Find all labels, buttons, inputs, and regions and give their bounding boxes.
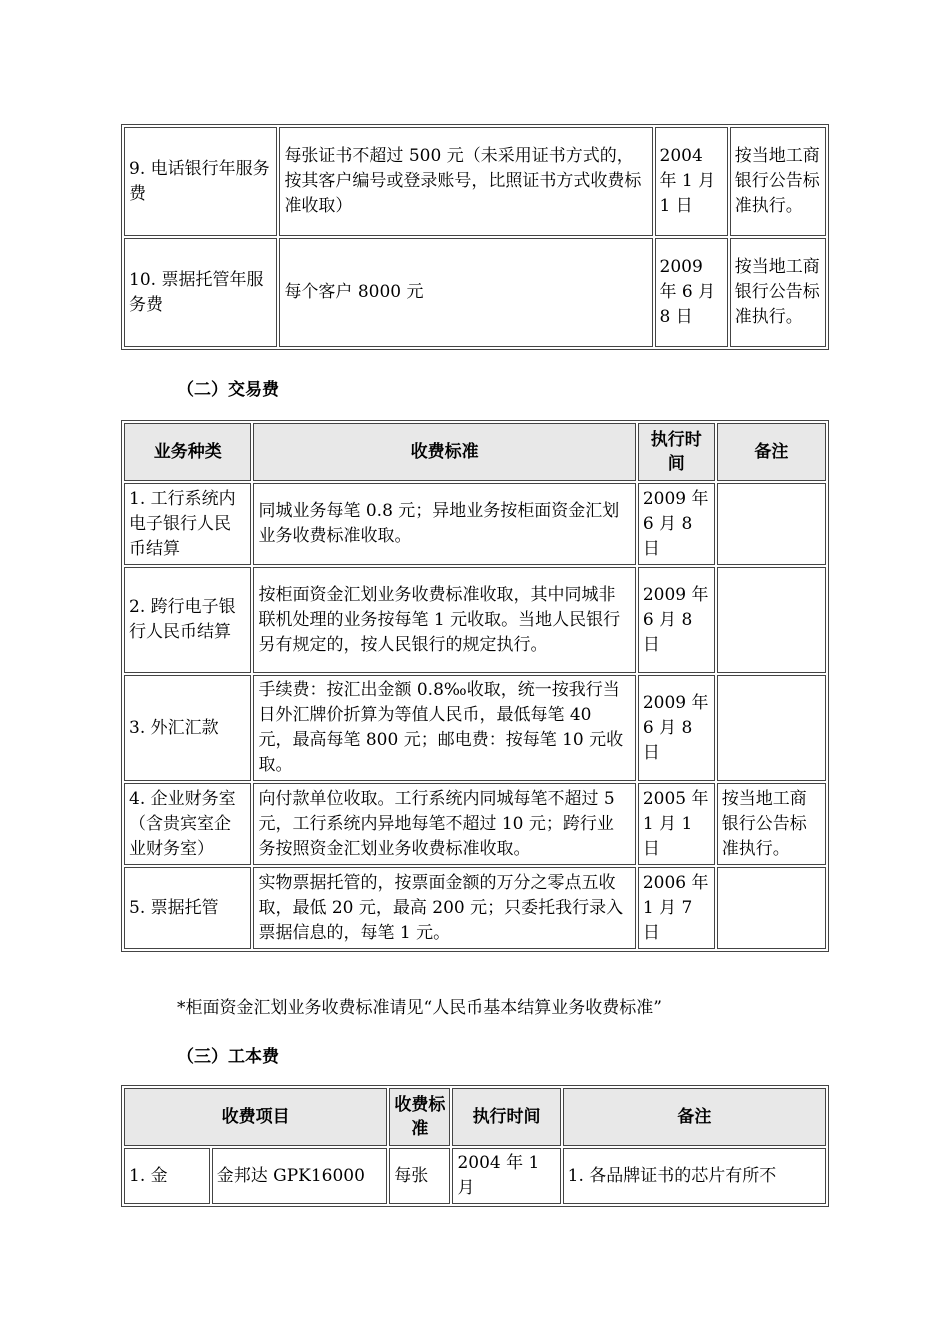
- standard-cell: 实物票据托管的，按票面金额的万分之零点五收取，最低 20 元，最高 200 元；只委托我行录入票据信息的，每笔 1 元。: [253, 867, 635, 949]
- remark-cell: [717, 675, 826, 781]
- item-cell: 5. 票据托管: [124, 867, 251, 949]
- column-header: 收费标准: [253, 423, 635, 481]
- table-row: [124, 483, 826, 565]
- standard-cell: 每张证书不超过 500 元（未采用证书方式的，按其客户编号或登录账号，比照证书方式收费标准收取）: [279, 127, 652, 236]
- item-cell: 4. 企业财务室（含贵宾室企业财务室）: [124, 783, 251, 865]
- date-cell: 2004 年 1 月 1 日: [655, 127, 728, 236]
- date-cell: 2009 年 6 月 8 日: [638, 675, 715, 781]
- standard-cell: 每个客户 8000 元: [279, 238, 652, 347]
- cost-fee-table: [121, 1085, 829, 1207]
- remark-cell: [717, 867, 826, 949]
- item-cell: 9. 电话银行年服务费: [124, 127, 277, 236]
- item-cell: 10. 票据托管年服务费: [124, 238, 277, 347]
- date-cell: 2005 年 1 月 1 日: [638, 783, 715, 865]
- standard-cell: 手续费：按汇出金额 0.8‰收取，统一按我行当日外汇牌价折算为等值人民币，最低每笔 40 元，最高每笔 800 元；邮电费：按每笔 10 元收取。: [253, 675, 635, 781]
- table-row: [124, 783, 826, 865]
- column-header: 执行时间: [638, 423, 715, 481]
- table-header-row: [124, 423, 826, 481]
- table-header-row: [124, 1088, 826, 1146]
- section-heading-transaction-fee: （二）交易费: [177, 380, 279, 400]
- item-cell: 1. 工行系统内电子银行人民币结算: [124, 483, 251, 565]
- table-row: [124, 1148, 826, 1204]
- date-cell: 2009 年 6 月 8 日: [638, 483, 715, 565]
- table-row: [124, 675, 826, 781]
- column-header: 备注: [717, 423, 826, 481]
- date-cell: 2004 年 1 月: [452, 1148, 560, 1204]
- remark-cell: 按当地工商银行公告标准执行。: [717, 783, 826, 865]
- standard-cell: 每张: [389, 1148, 450, 1204]
- footnote: *柜面资金汇划业务收费标准请见“人民币基本结算业务收费标准”: [177, 998, 662, 1018]
- column-header: 收费标准: [389, 1088, 450, 1146]
- remark-cell: [717, 567, 826, 673]
- column-header: 业务种类: [124, 423, 251, 481]
- table-row: [124, 567, 826, 673]
- date-cell: 2006 年 1 月 7 日: [638, 867, 715, 949]
- item-cell: 2. 跨行电子银行人民币结算: [124, 567, 251, 673]
- standard-cell: 向付款单位收取。工行系统内同城每笔不超过 5 元，工行系统内异地每笔不超过 10 元；跨行业务按照资金汇划业务收费标准收取。: [253, 783, 635, 865]
- date-cell: 2009 年 6 月 8 日: [638, 567, 715, 673]
- column-header: 备注: [563, 1088, 826, 1146]
- remark-cell: [717, 483, 826, 565]
- item-cell: 1. 金: [124, 1148, 210, 1204]
- table-row: [124, 238, 826, 347]
- remark-cell: 1. 各品牌证书的芯片有所不: [563, 1148, 826, 1204]
- standard-cell: 同城业务每笔 0.8 元；异地业务按柜面资金汇划业务收费标准收取。: [253, 483, 635, 565]
- remark-cell: 按当地工商银行公告标准执行。: [730, 127, 826, 236]
- column-header: 收费项目: [124, 1088, 387, 1146]
- table-row: [124, 127, 826, 236]
- transaction-fee-table: [121, 420, 829, 952]
- column-header: 执行时间: [452, 1088, 560, 1146]
- service-fee-table: [121, 124, 829, 350]
- remark-cell: 按当地工商银行公告标准执行。: [730, 238, 826, 347]
- date-cell: 2009 年 6 月 8 日: [655, 238, 728, 347]
- table-row: [124, 867, 826, 949]
- item-cell: 3. 外汇汇款: [124, 675, 251, 781]
- item-subcell: 金邦达 GPK16000: [212, 1148, 388, 1204]
- standard-cell: 按柜面资金汇划业务收费标准收取，其中同城非联机处理的业务按每笔 1 元收取。当地人民银行另有规定的，按人民银行的规定执行。: [253, 567, 635, 673]
- section-heading-cost-fee: （三）工本费: [177, 1047, 279, 1067]
